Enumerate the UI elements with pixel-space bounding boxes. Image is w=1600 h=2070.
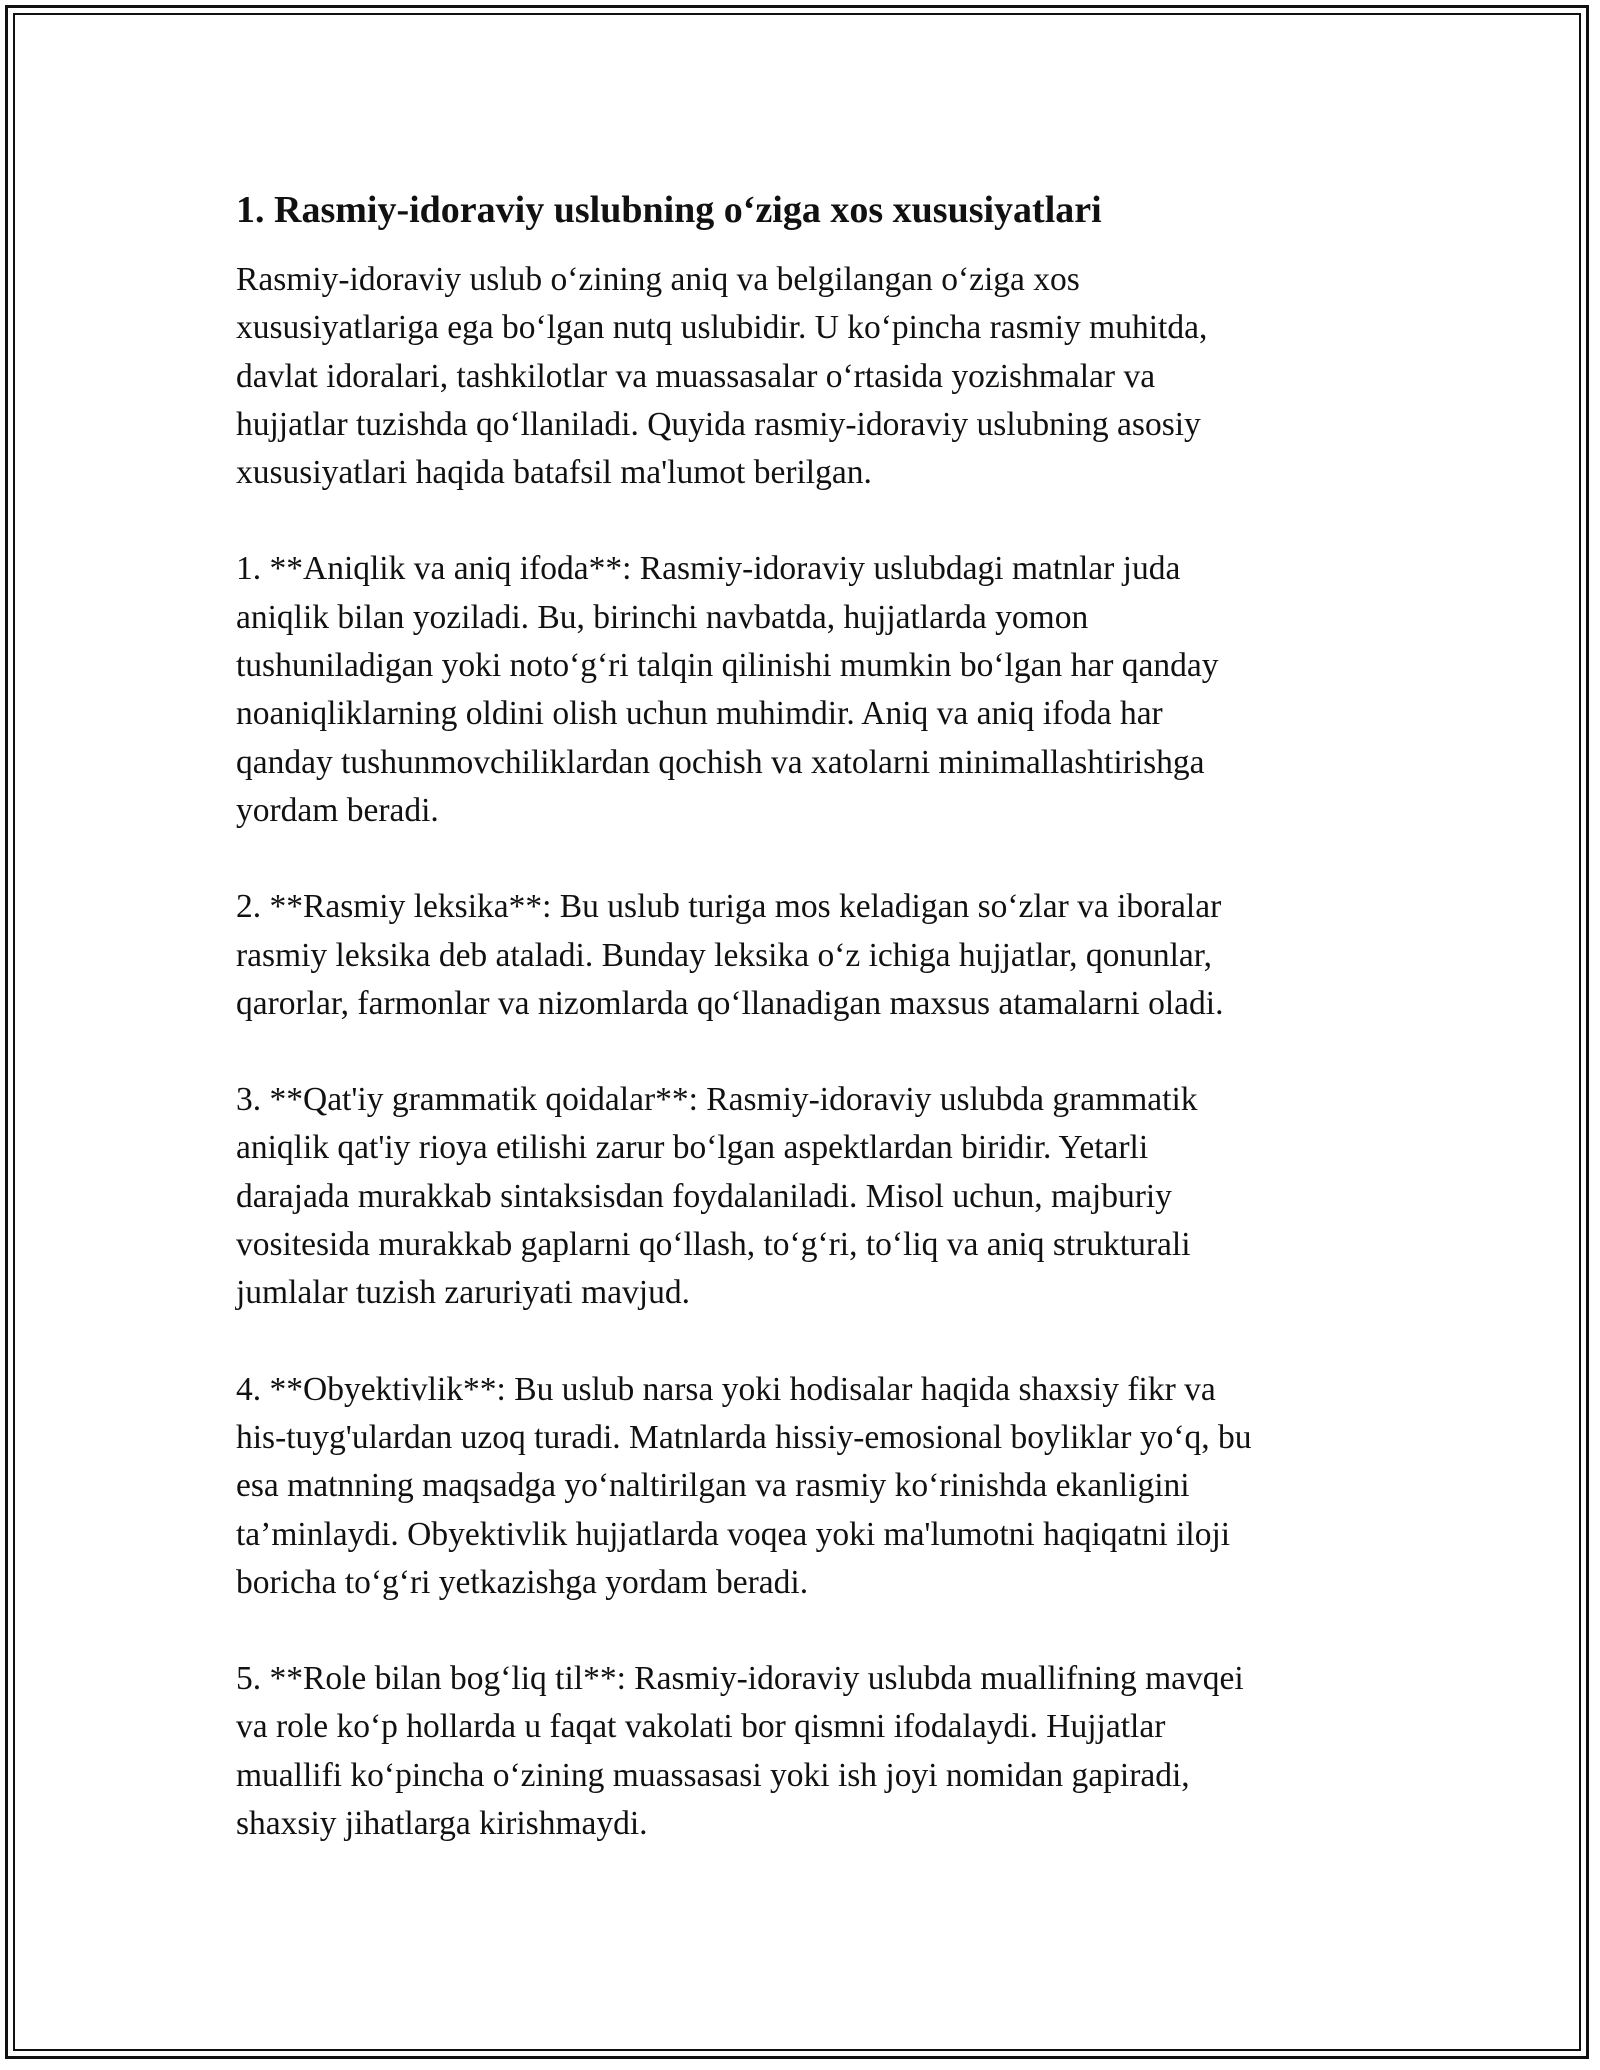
paragraph-role-til: 5. **Role bilan bog‘liq til**: Rasmiy-idoraviy uslubda muallifning mavqei va role ko‘p hollarda u faqat vakolati bor qismni ifodalaydi. Hujjatlar muallifi ko‘pincha o‘zining muassasasi yoki ish joyi nomidan gapiradi, shaxsiy jihatlarga kirishmaydi. xyxy=(236,1660,1244,1843)
paragraph-obyektivlik: 4. **Obyektivlik**: Bu uslub narsa yoki hodisalar haqida shaxsiy fikr va his-tuyg'ulardan uzoq turadi. Matnlarda hissiy-emosional boyliklar yo‘q, bu esa matnning maqsadga yo‘naltirilgan va rasmiy ko‘rinishda ekanligini ta’minlaydi. Obyektivlik hujjatlarda voqea yoki ma'lumotni haqiqatni iloji boricha to‘g‘ri yetkazishga yordam beradi. xyxy=(236,1370,1252,1601)
paragraph-rasmiy-leksika: 2. **Rasmiy leksika**: Bu uslub turiga mos keladigan so‘zlar va iboralar rasmiy leksika deb ataladi. Bunday leksika o‘z ichiga hujjatlar, qonunlar, qarorlar, farmonlar va nizomlarda qo‘llanadigan maxsus atamalarni oladi. xyxy=(236,888,1224,1022)
paragraph-grammatik-qoidalar: 3. **Qat'iy grammatik qoidalar**: Rasmiy-idoraviy uslubda grammatik aniqlik qat'iy rioya etilishi zarur bo‘lgan aspektlardan biridir. Yetarli darajada murakkab sintaksisdan foydalaniladi. Misol uchun, majburiy vositesida murakkab gaplarni qo‘llash, to‘g‘ri, to‘liq va aniq strukturali jumlalar tuzish zaruriyati mavjud. xyxy=(236,1081,1198,1312)
document-title: 1. Rasmiy-idoraviy uslubning o‘ziga xos xususiyatlari xyxy=(236,189,1102,231)
document-body xyxy=(236,186,1376,1848)
paragraph-aniqlik: 1. **Aniqlik va aniq ifoda**: Rasmiy-idoraviy uslubdagi matnlar juda aniqlik bilan yoziladi. Bu, birinchi navbatda, hujjatlarda yomon tushuniladigan yoki noto‘g‘ri talqin qilinishi mumkin bo‘lgan har qanday noaniqliklarning oldini olish uchun muhimdir. Aniq va aniq ifoda har qanday tushunmovchiliklardan qochish va xatolarni minimallashtirishga yordam beradi. xyxy=(236,550,1219,829)
intro-paragraph: Rasmiy-idoraviy uslub o‘zining aniq va belgilangan o‘ziga xos xususiyatlariga ega bo‘lgan nutq uslubidir. U ko‘pincha rasmiy muhitda, davlat idoralari, tashkilotlar va muassasalar o‘rtasida yozishmalar va hujjatlar tuzishda qo‘llaniladi. Quyida rasmiy-idoraviy uslubning asosiy xususiyatlari haqida batafsil ma'lumot berilgan. xyxy=(236,261,1208,492)
